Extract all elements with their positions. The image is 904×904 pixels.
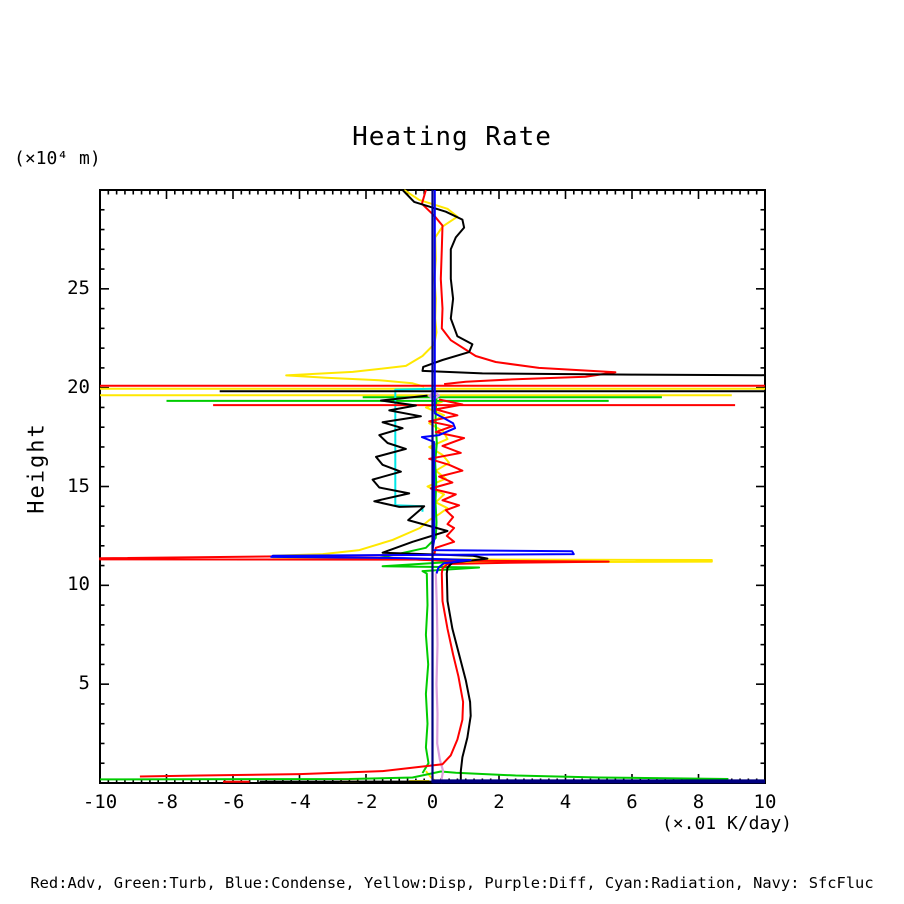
series-yellow-disp (273, 402, 712, 570)
x-tick-label: 10 (753, 791, 777, 813)
chart-title: Heating Rate (352, 122, 552, 152)
y-axis-label: Height (24, 422, 50, 514)
y-tick-label: 15 (67, 474, 90, 497)
y-tick-label: 20 (67, 375, 90, 398)
y-tick-label: 10 (67, 573, 90, 596)
y-axis-unit-label: (×10⁴ m) (14, 148, 101, 169)
series-black-total (403, 190, 765, 375)
legend-text: Red:Adv, Green:Turb, Blue:Condense, Yellow:Disp, Purple:Diff, Cyan:Radiation, Navy: SfcFluc (30, 874, 874, 892)
x-tick-label: -10 (82, 791, 118, 813)
series-blue-condense (271, 190, 574, 574)
series-black-total (373, 396, 488, 781)
x-tick-label: 8 (692, 791, 705, 813)
x-tick-label: 4 (559, 791, 572, 813)
x-tick-label: -2 (354, 791, 378, 813)
x-tick-label: -4 (288, 791, 311, 813)
x-axis-unit-label: (×.01 K/day) (661, 813, 792, 834)
x-tick-label: 0 (426, 791, 439, 813)
series-red-adv (100, 400, 609, 777)
x-tick-label: -8 (155, 791, 178, 813)
x-tick-label: 2 (493, 791, 505, 813)
y-tick-label: 25 (67, 276, 90, 299)
x-tick-label: -6 (221, 791, 245, 813)
y-tick-label: 5 (78, 672, 90, 695)
series-purple-diff (436, 574, 443, 784)
x-tick-label: 6 (626, 791, 638, 813)
